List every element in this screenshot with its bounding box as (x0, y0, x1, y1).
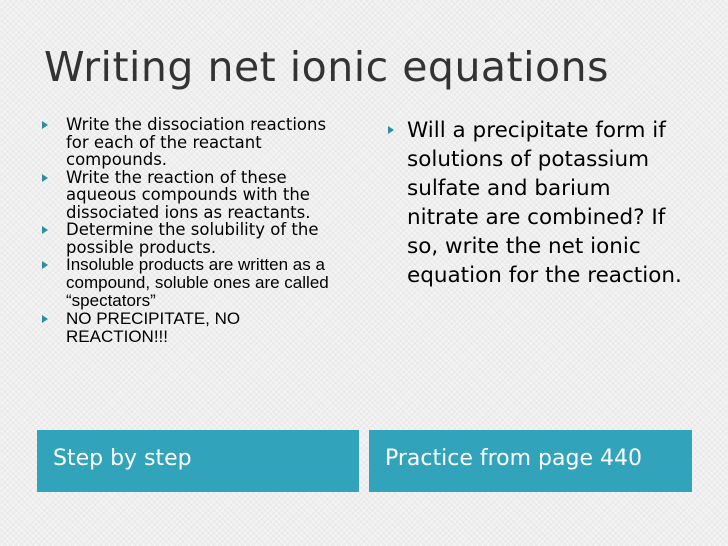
practice-question-text: Will a precipitate form if solutions of potassium sulfate and barium nitrate are combined? If so, write the net ionic equation for the reaction. (407, 118, 682, 288)
list-item-text: NO PRECIPITATE, NO REACTION!!! (66, 309, 241, 346)
practice-bar (369, 430, 692, 492)
list-item-text: Determine the solubility of the possible products. (66, 220, 319, 257)
step-list (38, 116, 338, 346)
list-item-text: Insoluble products are written as a compound, soluble ones are called “spectators” (66, 255, 329, 310)
list-item (38, 310, 338, 346)
step-by-step-label: Step by step (53, 446, 192, 471)
practice-list (385, 116, 685, 290)
triangle-bullet-icon (388, 126, 394, 134)
triangle-bullet-icon (42, 261, 48, 269)
practice-label: Practice from page 440 (385, 446, 642, 471)
triangle-bullet-icon (42, 121, 48, 129)
list-item (38, 221, 338, 256)
list-item (38, 256, 338, 310)
triangle-bullet-icon (42, 174, 48, 182)
triangle-bullet-icon (42, 315, 48, 323)
step-by-step-bar (37, 430, 359, 492)
list-item (38, 169, 338, 222)
list-item-text: Write the reaction of these aqueous compounds with the dissociated ions as reactants. (66, 167, 311, 222)
list-item-text: Write the dissociation reactions for each of the reactant compounds. (66, 115, 327, 169)
slide-title: Writing net ionic equations (44, 43, 609, 91)
list-item (385, 116, 685, 290)
triangle-bullet-icon (42, 226, 48, 234)
list-item (38, 116, 338, 169)
